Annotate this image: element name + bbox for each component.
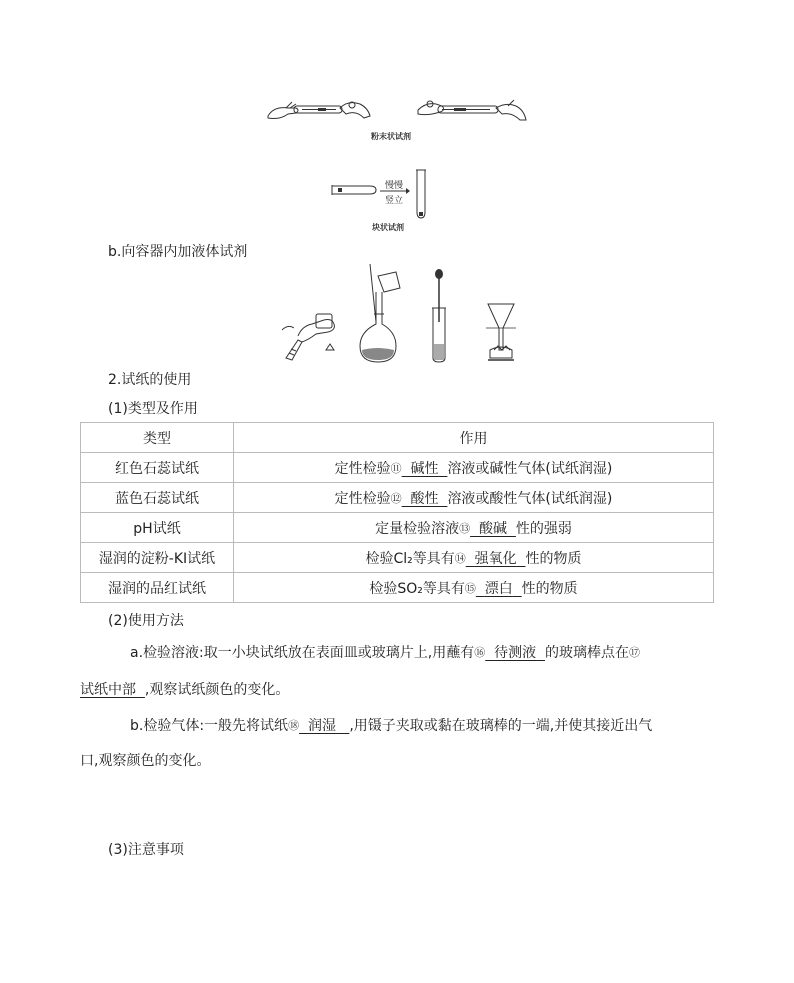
- subsection-3-title: (3)注意事项: [108, 842, 184, 858]
- powder-reagent-figure-left: [266, 96, 372, 124]
- question-number: ⑯: [474, 646, 486, 659]
- table-cell-use: [234, 513, 714, 543]
- section-b-liquid: b.向容器内加液体试剂: [108, 244, 248, 260]
- subsection-2-title: (2)使用方法: [108, 613, 184, 629]
- table-row: [81, 543, 714, 573]
- table-row: [81, 483, 714, 513]
- answer-blank: 酸性: [410, 490, 439, 507]
- question-number: ⑮: [464, 581, 476, 595]
- table-row: [81, 513, 714, 543]
- para-b-post1: ,用镊子夹取或黏在玻璃棒的一端,并使其接近出气: [349, 718, 653, 734]
- use-post: 溶液或碱性气体(试纸润湿): [447, 460, 613, 477]
- use-post: 溶液或酸性气体(试纸润湿): [447, 490, 613, 507]
- table-cell-use: [234, 453, 714, 483]
- volumetric-flask-figure: [356, 262, 404, 366]
- use-pre: 检验SO₂等具有: [369, 580, 465, 597]
- table-cell-use: [234, 543, 714, 573]
- use-pre: 定性检验: [334, 490, 391, 507]
- table-cell-type: 湿润的品红试纸: [81, 573, 234, 603]
- use-pre: 检验Cl₂等具有: [365, 550, 455, 567]
- answer-blank: 漂白: [484, 580, 513, 597]
- table-cell-type: 蓝色石蕊试纸: [81, 483, 234, 513]
- table-row: [81, 453, 714, 483]
- para-a-post: ,观察试纸颜色的变化。: [144, 682, 290, 698]
- use-pre: 定量检验溶液: [375, 520, 460, 537]
- table-header-type: 类型: [81, 423, 234, 453]
- paragraph-b-line1: [130, 715, 652, 735]
- question-number: ⑰: [629, 646, 641, 659]
- funnel-burner-figure: [484, 302, 518, 364]
- paragraph-a-line1: [130, 642, 640, 662]
- use-post: 性的物质: [521, 580, 578, 597]
- paragraph-a-line2: [80, 679, 289, 699]
- table-header-use: 作用: [234, 423, 714, 453]
- horizontal-test-tube: [330, 183, 378, 197]
- powder-reagent-figure-right: [416, 96, 528, 124]
- answer-blank: 酸碱: [479, 520, 507, 537]
- dropper-tube-figure: [430, 268, 448, 364]
- arrow-label-top: 慢慢: [385, 181, 404, 191]
- use-post: 性的物质: [525, 550, 582, 567]
- powder-reagent-caption: 粉末状试剂: [371, 132, 411, 141]
- question-number: ⑪: [390, 461, 402, 475]
- subsection-1-title: (1)类型及作用: [108, 401, 198, 417]
- answer-blank: 试纸中部: [80, 682, 136, 698]
- table-cell-type: pH试纸: [81, 513, 234, 543]
- pouring-bottle-figure: [280, 300, 340, 360]
- table-cell-use: [234, 483, 714, 513]
- table-cell-use: [234, 573, 714, 603]
- table-cell-type: 湿润的淀粉-KI试纸: [81, 543, 234, 573]
- answer-blank: 待测液: [494, 645, 537, 661]
- question-number: ⑫: [390, 491, 402, 505]
- para-a-pre: a.检验溶液:取一小块试纸放在表面皿或玻璃片上,用蘸有: [130, 645, 475, 661]
- answer-blank: 碱性: [410, 460, 439, 477]
- answer-blank: 强氧化: [474, 550, 517, 567]
- table-header-row: [81, 423, 714, 453]
- reagent-table: [80, 422, 714, 603]
- table-cell-type: 红色石蕊试纸: [81, 453, 234, 483]
- para-a-mid: 的玻璃棒点在: [545, 645, 630, 661]
- arrow-label-bottom: 竖立: [385, 196, 404, 206]
- question-number: ⑭: [454, 551, 466, 565]
- use-post: 性的强弱: [515, 520, 572, 537]
- table-row: [81, 573, 714, 603]
- question-number: ⑱: [288, 719, 300, 732]
- upright-test-tube: [414, 168, 428, 220]
- section-2-title: 2.试纸的使用: [108, 372, 192, 388]
- use-pre: 定性检验: [334, 460, 391, 477]
- answer-blank: 润湿: [307, 718, 336, 734]
- question-number: ⑬: [459, 521, 471, 535]
- para-b-pre: b.检验气体:一般先将试纸: [130, 718, 289, 734]
- block-reagent-caption: 块状试剂: [372, 223, 404, 232]
- paragraph-b-line2: 口,观察颜色的变化。: [80, 753, 211, 769]
